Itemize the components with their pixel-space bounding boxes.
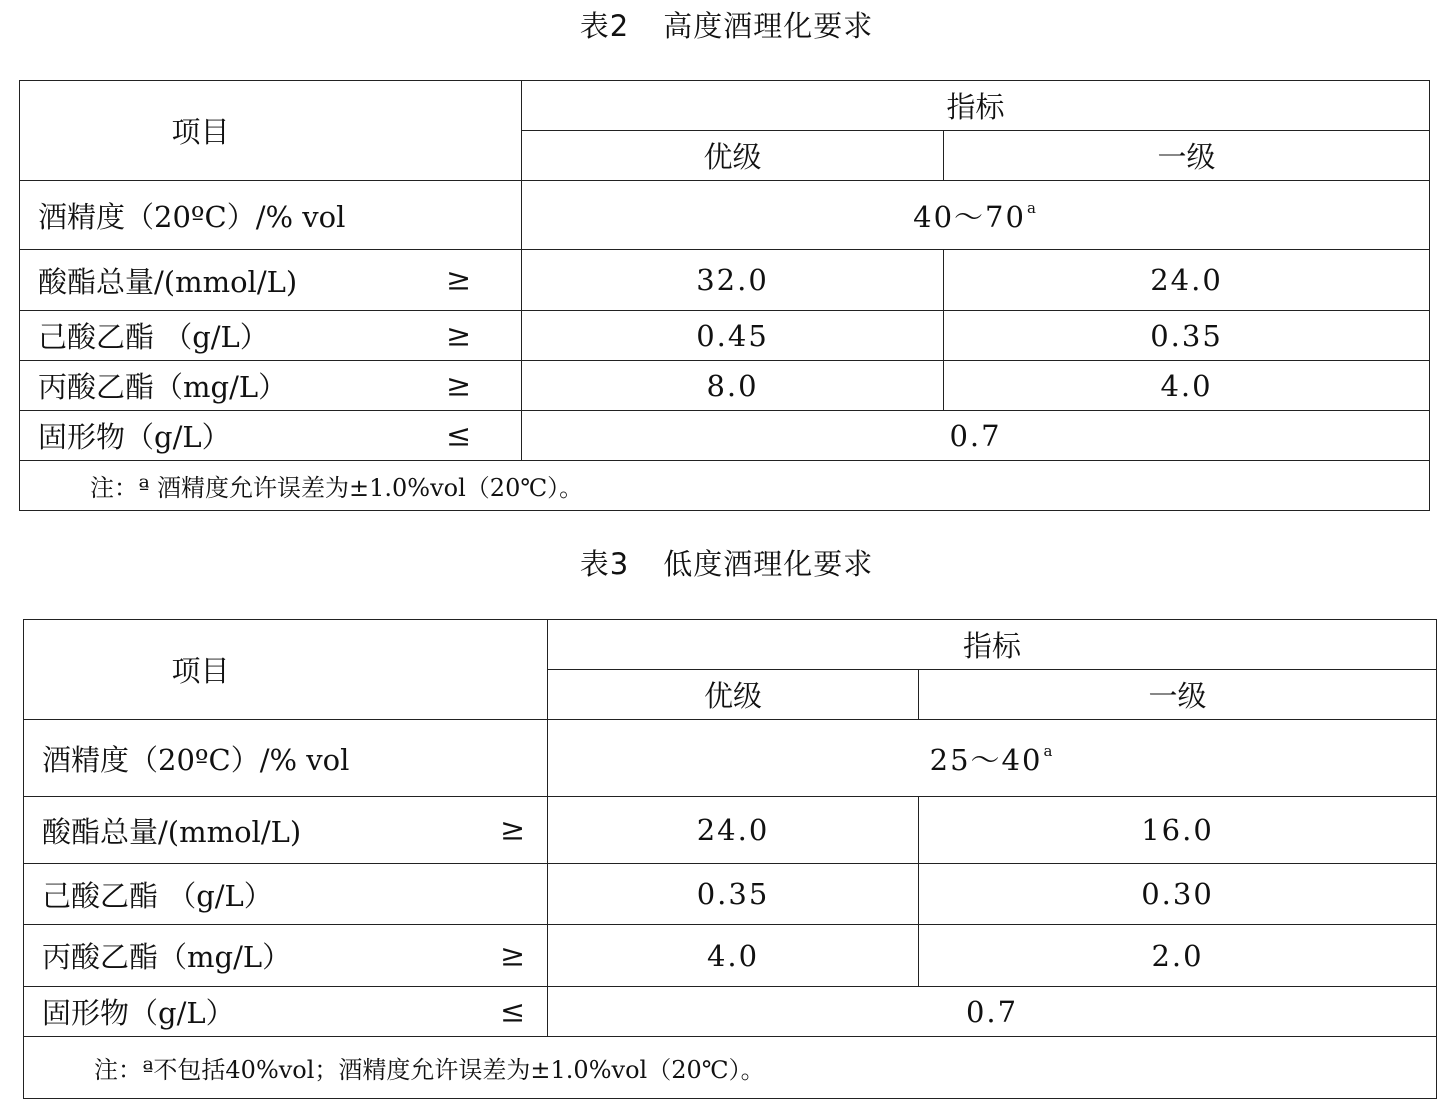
table3-alcohol-footnote-mark: a — [1043, 741, 1055, 760]
table3-ethyl-caproate-first: 0.30 — [919, 864, 1437, 925]
table2-caption-number: 表2 — [579, 9, 630, 43]
table3-solids-operator: ≤ — [500, 994, 526, 1029]
table3-row-alcohol-value — [548, 720, 1437, 797]
table3-header-excellent: 优级 — [548, 670, 919, 720]
table2-header-indicator: 指标 — [522, 81, 1430, 131]
table-row — [24, 925, 1437, 987]
table-row — [24, 720, 1437, 797]
table-row — [20, 361, 1430, 411]
table2-solids-text: 固形物（g/L） — [38, 420, 231, 454]
table-row — [24, 1037, 1437, 1099]
table-row — [24, 987, 1437, 1037]
table2-row-alcohol-label: 酒精度（20ºC）/% vol — [20, 181, 522, 250]
table3-caption-number: 表3 — [579, 547, 630, 581]
table3-caption — [0, 542, 1453, 583]
table2-caption-title: 高度酒理化要求 — [663, 9, 874, 43]
table2-header-first-grade: 一级 — [944, 131, 1430, 181]
table2-ethyl-caproate-operator: ≥ — [446, 318, 472, 353]
table3 — [23, 619, 1437, 1099]
table2-ethyl-propionate-operator: ≥ — [446, 368, 472, 403]
table2-header-item: 项目 — [20, 81, 522, 181]
table2-ethyl-propionate-text: 丙酸乙酯（mg/L） — [38, 370, 288, 404]
table2-solids-operator: ≤ — [446, 418, 472, 453]
table2-acid-ester-operator: ≥ — [446, 262, 472, 298]
table2-ethyl-propionate-first: 4.0 — [944, 361, 1430, 411]
table3-row-ethyl-caproate-label: 己酸乙酯 （g/L） — [24, 864, 548, 925]
table2-row-alcohol-value — [522, 181, 1430, 250]
table2 — [19, 80, 1430, 511]
table2-row-solids-label — [20, 411, 522, 461]
table3-ethyl-propionate-first: 2.0 — [919, 925, 1437, 987]
table2-header-excellent: 优级 — [522, 131, 944, 181]
table-row — [24, 864, 1437, 925]
table2-ethyl-caproate-text: 己酸乙酯 （g/L） — [38, 320, 269, 354]
table3-acid-ester-excellent: 24.0 — [548, 797, 919, 864]
table-row — [20, 461, 1430, 511]
table-row — [20, 181, 1430, 250]
table3-row-ethyl-propionate-label — [24, 925, 548, 987]
table3-ethyl-propionate-excellent: 4.0 — [548, 925, 919, 987]
table2-acid-ester-first: 24.0 — [944, 250, 1430, 311]
table2-row-ethyl-caproate-label — [20, 311, 522, 361]
table2-alcohol-footnote-mark: a — [1026, 198, 1038, 217]
table-row — [24, 797, 1437, 864]
table2-row-ethyl-propionate-label — [20, 361, 522, 411]
table2-alcohol-range: 40～70 — [913, 199, 1026, 234]
table2-ethyl-propionate-excellent: 8.0 — [522, 361, 944, 411]
table2-acid-ester-excellent: 32.0 — [522, 250, 944, 311]
table3-row-acid-ester-label — [24, 797, 548, 864]
table3-solids-text: 固形物（g/L） — [42, 996, 235, 1030]
table3-header-first-grade: 一级 — [919, 670, 1437, 720]
table3-header-indicator: 指标 — [548, 620, 1437, 670]
table3-caption-title: 低度酒理化要求 — [663, 547, 874, 581]
table3-solids-value: 0.7 — [548, 987, 1437, 1037]
table3-row-solids-label — [24, 987, 548, 1037]
table2-ethyl-caproate-excellent: 0.45 — [522, 311, 944, 361]
table-row — [20, 250, 1430, 311]
table2-ethyl-caproate-first: 0.35 — [944, 311, 1430, 361]
table3-acid-ester-first: 16.0 — [919, 797, 1437, 864]
table2-row-acid-ester-label — [20, 250, 522, 311]
table-row — [20, 311, 1430, 361]
table2-caption — [0, 4, 1453, 45]
table3-acid-ester-operator: ≥ — [500, 812, 526, 848]
table3-ethyl-caproate-excellent: 0.35 — [548, 864, 919, 925]
table3-row-alcohol-label: 酒精度（20ºC）/% vol — [24, 720, 548, 797]
table3-alcohol-range: 25～40 — [929, 742, 1043, 777]
table-row — [20, 411, 1430, 461]
table2-solids-value: 0.7 — [522, 411, 1430, 461]
table3-acid-ester-text: 酸酯总量/(mmol/L) — [42, 814, 302, 849]
table3-ethyl-propionate-text: 丙酸乙酯（mg/L） — [42, 940, 292, 974]
table3-note: 注：ª不包括40%vol；酒精度允许误差为±1.0%vol（20℃）。 — [24, 1037, 1437, 1099]
table3-header-item: 项目 — [24, 620, 548, 720]
table2-acid-ester-text: 酸酯总量/(mmol/L) — [38, 264, 298, 299]
table3-ethyl-propionate-operator: ≥ — [500, 938, 526, 973]
table2-note: 注：ª 酒精度允许误差为±1.0%vol（20℃）。 — [20, 461, 1430, 511]
